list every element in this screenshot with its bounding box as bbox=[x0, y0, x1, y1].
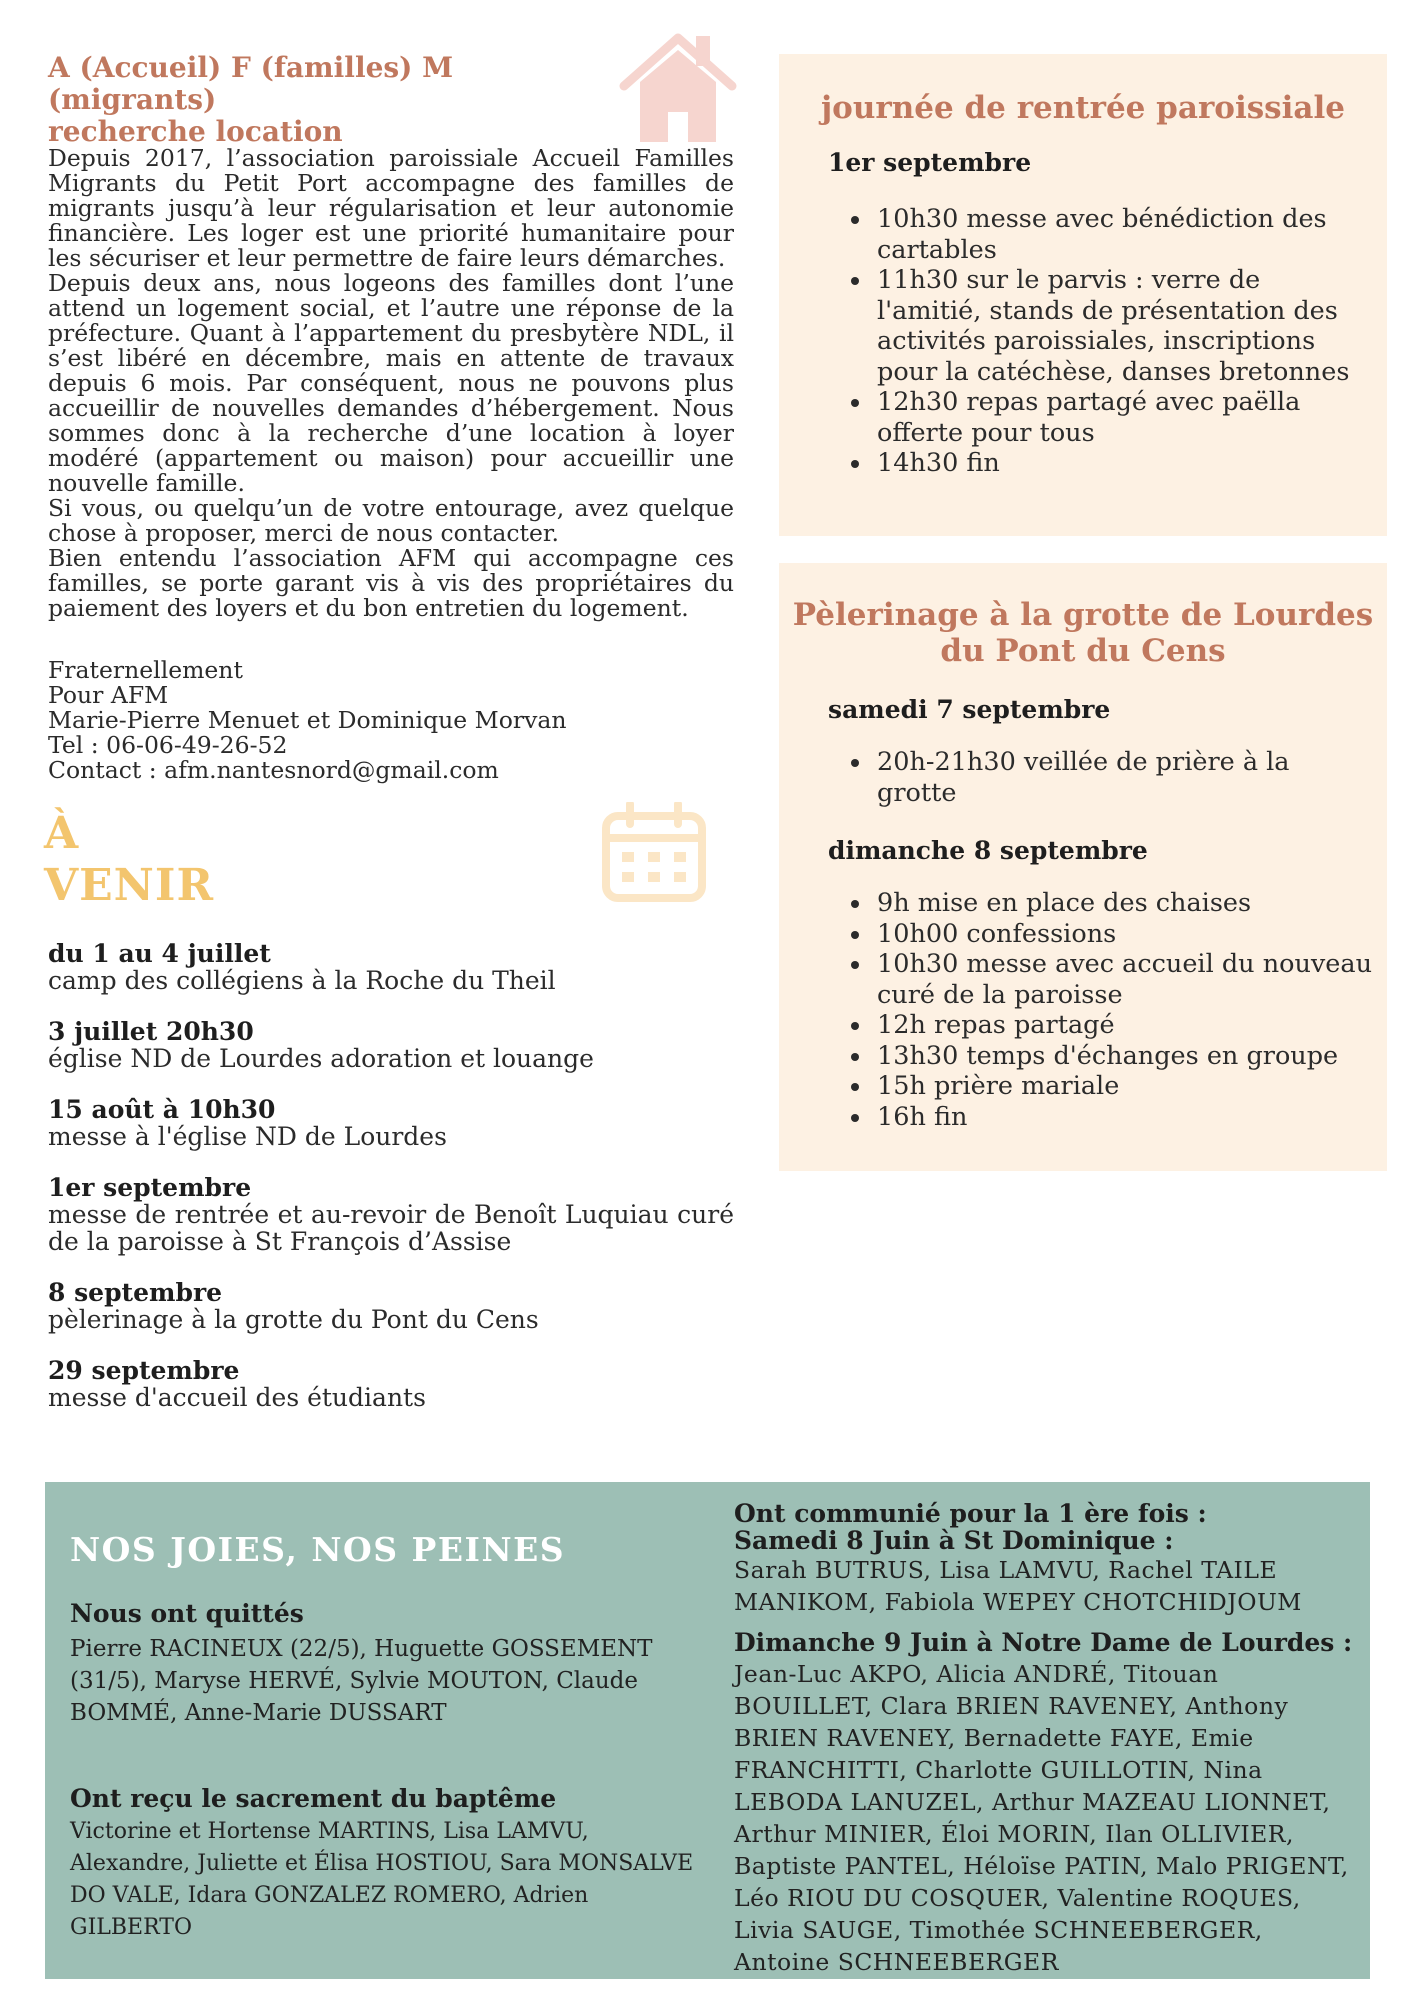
events-list bbox=[48, 940, 734, 1435]
afm-paragraph: Depuis deux ans, nous logeons des familles dont l’une attend un logement social, et l’autre une réponse de la préfecture. Quant à l’appartement du presbytère NDL, il s’est libéré en décembre, mais en attente de travaux depuis 6 mois. Par conséquent, nous ne pouvons plus accueillir de nouvelles demandes d’hébergement. Nous sommes donc à la recherche d’une location à loyer modéré (appartement ou maison) pour accueillir une nouvelle famille. bbox=[48, 269, 734, 497]
event-item bbox=[48, 940, 734, 994]
list-item: • 12h30 repas partagé avec paëlla offerte pour tous bbox=[873, 387, 1363, 448]
event-description: messe d'accueil des étudiants bbox=[48, 1383, 426, 1412]
afm-closing: Fraternellement bbox=[48, 656, 243, 684]
list-item: • 16h fin bbox=[873, 1102, 1373, 1133]
afm-title-line2: recherche location bbox=[48, 115, 343, 148]
communion-heading: Ont communié pour la 1 ère fois : bbox=[734, 1499, 1207, 1528]
list-item: • 10h00 confessions bbox=[873, 919, 1373, 950]
rentree-list bbox=[779, 204, 1387, 479]
afm-body bbox=[48, 146, 734, 621]
afm-signatories: Marie-Pierre Menuet et Dominique Morvan bbox=[48, 706, 567, 734]
event-date: 29 septembre bbox=[48, 1356, 240, 1385]
event-description: messe de rentrée et au-revoir de Benoît Luquiau curé de la paroisse à St François d’Assise bbox=[48, 1200, 734, 1256]
pelerinage-title bbox=[779, 597, 1387, 669]
event-description: pèlerinage à la grotte du Pont du Cens bbox=[48, 1305, 539, 1334]
communion-saturday-names: Sarah BUTRUS, Lisa LAMVU, Rachel TAILE MANIKOM, Fabiola WEPEY CHOTCHIDJOUM bbox=[734, 1556, 1302, 1616]
afm-paragraph: Si vous, ou quelqu’un de votre entourage, avez quelque chose à proposer, merci de nous contacter. bbox=[48, 494, 734, 547]
rentree-title: journée de rentrée paroissiale bbox=[820, 90, 1346, 126]
event-item bbox=[48, 1279, 734, 1333]
joies-peines-title: NOS JOIES, NOS PEINES bbox=[70, 1530, 566, 1569]
communion-sunday-names: Jean-Luc AKPO, Alicia ANDRÉ, Titouan BOUILLET, Clara BRIEN RAVENEY, Anthony BRIEN RAVENEY, Bernadette FAYE, Emie FRANCHITTI, Charlotte GUILLOTIN, Nina LEBODA LANUZEL, Arthur MAZEAU LIONNET, Arthur MINIER, Éloi MORIN, Ilan OLLIVIER, Baptiste PANTEL, Héloïse PATIN, Malo PRIGENT, Léo RIOU DU COSQUER, Valentine ROQUES, Livia SAUGE, Timothée SCHNEEBERGER, Antoine SCHNEEBERGER bbox=[734, 1660, 1349, 1976]
rentree-box bbox=[779, 54, 1387, 536]
list-item: • 10h30 messe avec bénédiction des cartables bbox=[873, 204, 1363, 265]
event-date: 1er septembre bbox=[48, 1173, 252, 1202]
communion-saturday-heading: Samedi 8 Juin à St Dominique : bbox=[734, 1526, 1174, 1555]
pelerinage-title-line1: Pèlerinage à la grotte de Lourdes bbox=[792, 597, 1374, 633]
list-item: • 11h30 sur le parvis : verre de l'amitié, stands de présentation des activités paroissiales, inscriptions pour la catéchèse, danses bretonnes bbox=[873, 265, 1363, 387]
event-date: du 1 au 4 juillet bbox=[48, 939, 271, 968]
event-date: 15 août à 10h30 bbox=[48, 1095, 276, 1124]
communion-sunday-heading: Dimanche 9 Juin à Notre Dame de Lourdes : bbox=[734, 1628, 1353, 1657]
pelerinage-day1-list bbox=[779, 747, 1387, 808]
list-item: • 20h-21h30 veillée de prière à la grotte bbox=[873, 747, 1373, 808]
bapteme-section bbox=[70, 1784, 710, 1944]
quittes-text: Pierre RACINEUX (22/5), Huguette GOSSEMENT (31/5), Maryse HERVÉ, Sylvie MOUTON, Claude BOMMÉ, Anne-Marie DUSSART bbox=[70, 1636, 653, 1726]
pelerinage-day1: samedi 7 septembre bbox=[828, 695, 1111, 724]
list-item: • 12h repas partagé bbox=[873, 1010, 1373, 1041]
afm-paragraph: Depuis 2017, l’association paroissiale Accueil Familles Migrants du Petit Port accompagne des familles de migrants jusqu’à leur régularisation et leur autonomie financière. Les loger est une priorité humanitaire pour les sécuriser et leur permettre de faire leurs démarches. bbox=[48, 144, 734, 272]
event-description: église ND de Lourdes adoration et louange bbox=[48, 1044, 594, 1073]
a-venir-title-line1: À bbox=[44, 808, 80, 859]
afm-email: Contact : afm.nantesnord@gmail.com bbox=[48, 756, 499, 784]
event-item bbox=[48, 1174, 734, 1255]
event-item bbox=[48, 1357, 734, 1411]
afm-title bbox=[48, 52, 608, 148]
event-description: messe à l'église ND de Lourdes bbox=[48, 1122, 447, 1151]
event-date: 8 septembre bbox=[48, 1278, 223, 1307]
bapteme-text: Victorine et Hortense MARTINS, Lisa LAMVU, Alexandre, Juliette et Élisa HOSTIOU, Sara MONSALVE DO VALE, Idara GONZALEZ ROMERO, Adrien GILBERTO bbox=[70, 1819, 694, 1940]
afm-contact-block bbox=[48, 658, 734, 783]
pelerinage-day2-list bbox=[779, 888, 1387, 1132]
quittes-section bbox=[70, 1599, 710, 1729]
afm-phone: Tel : 06-06-49-26-52 bbox=[48, 731, 288, 759]
list-item: • 9h mise en place des chaises bbox=[873, 888, 1373, 919]
afm-title-line1: A (Accueil) F (familles) M (migrants) bbox=[48, 51, 454, 116]
list-item: • 15h prière mariale bbox=[873, 1071, 1373, 1102]
list-item: • 14h30 fin bbox=[873, 448, 1363, 479]
afm-signature-prefix: Pour AFM bbox=[48, 681, 169, 709]
pelerinage-day2: dimanche 8 septembre bbox=[828, 836, 1148, 865]
bapteme-heading: Ont reçu le sacrement du baptême bbox=[70, 1784, 557, 1813]
calendar-icon bbox=[600, 802, 708, 902]
event-item bbox=[48, 1096, 734, 1150]
rentree-date: 1er septembre bbox=[828, 148, 1032, 177]
event-item bbox=[48, 1018, 734, 1072]
list-item: • 10h30 messe avec accueil du nouveau curé de la paroisse bbox=[873, 949, 1373, 1010]
list-item: • 13h30 temps d'échanges en groupe bbox=[873, 1041, 1373, 1072]
afm-paragraph: Bien entendu l’association AFM qui accompagne ces familles, se porte garant vis à vis des propriétaires du paiement des loyers et du bon entretien du logement. bbox=[48, 544, 734, 622]
pelerinage-box bbox=[779, 563, 1387, 1171]
pelerinage-title-line2: du Pont du Cens bbox=[940, 633, 1226, 669]
quittes-heading: Nous ont quittés bbox=[70, 1599, 304, 1628]
house-icon bbox=[618, 30, 738, 146]
communion-section bbox=[734, 1500, 1356, 1978]
event-date: 3 juillet 20h30 bbox=[48, 1017, 254, 1046]
a-venir-title-line2: VENIR bbox=[44, 860, 215, 911]
event-description: camp des collégiens à la Roche du Theil bbox=[48, 966, 556, 995]
a-venir-title bbox=[44, 808, 214, 912]
